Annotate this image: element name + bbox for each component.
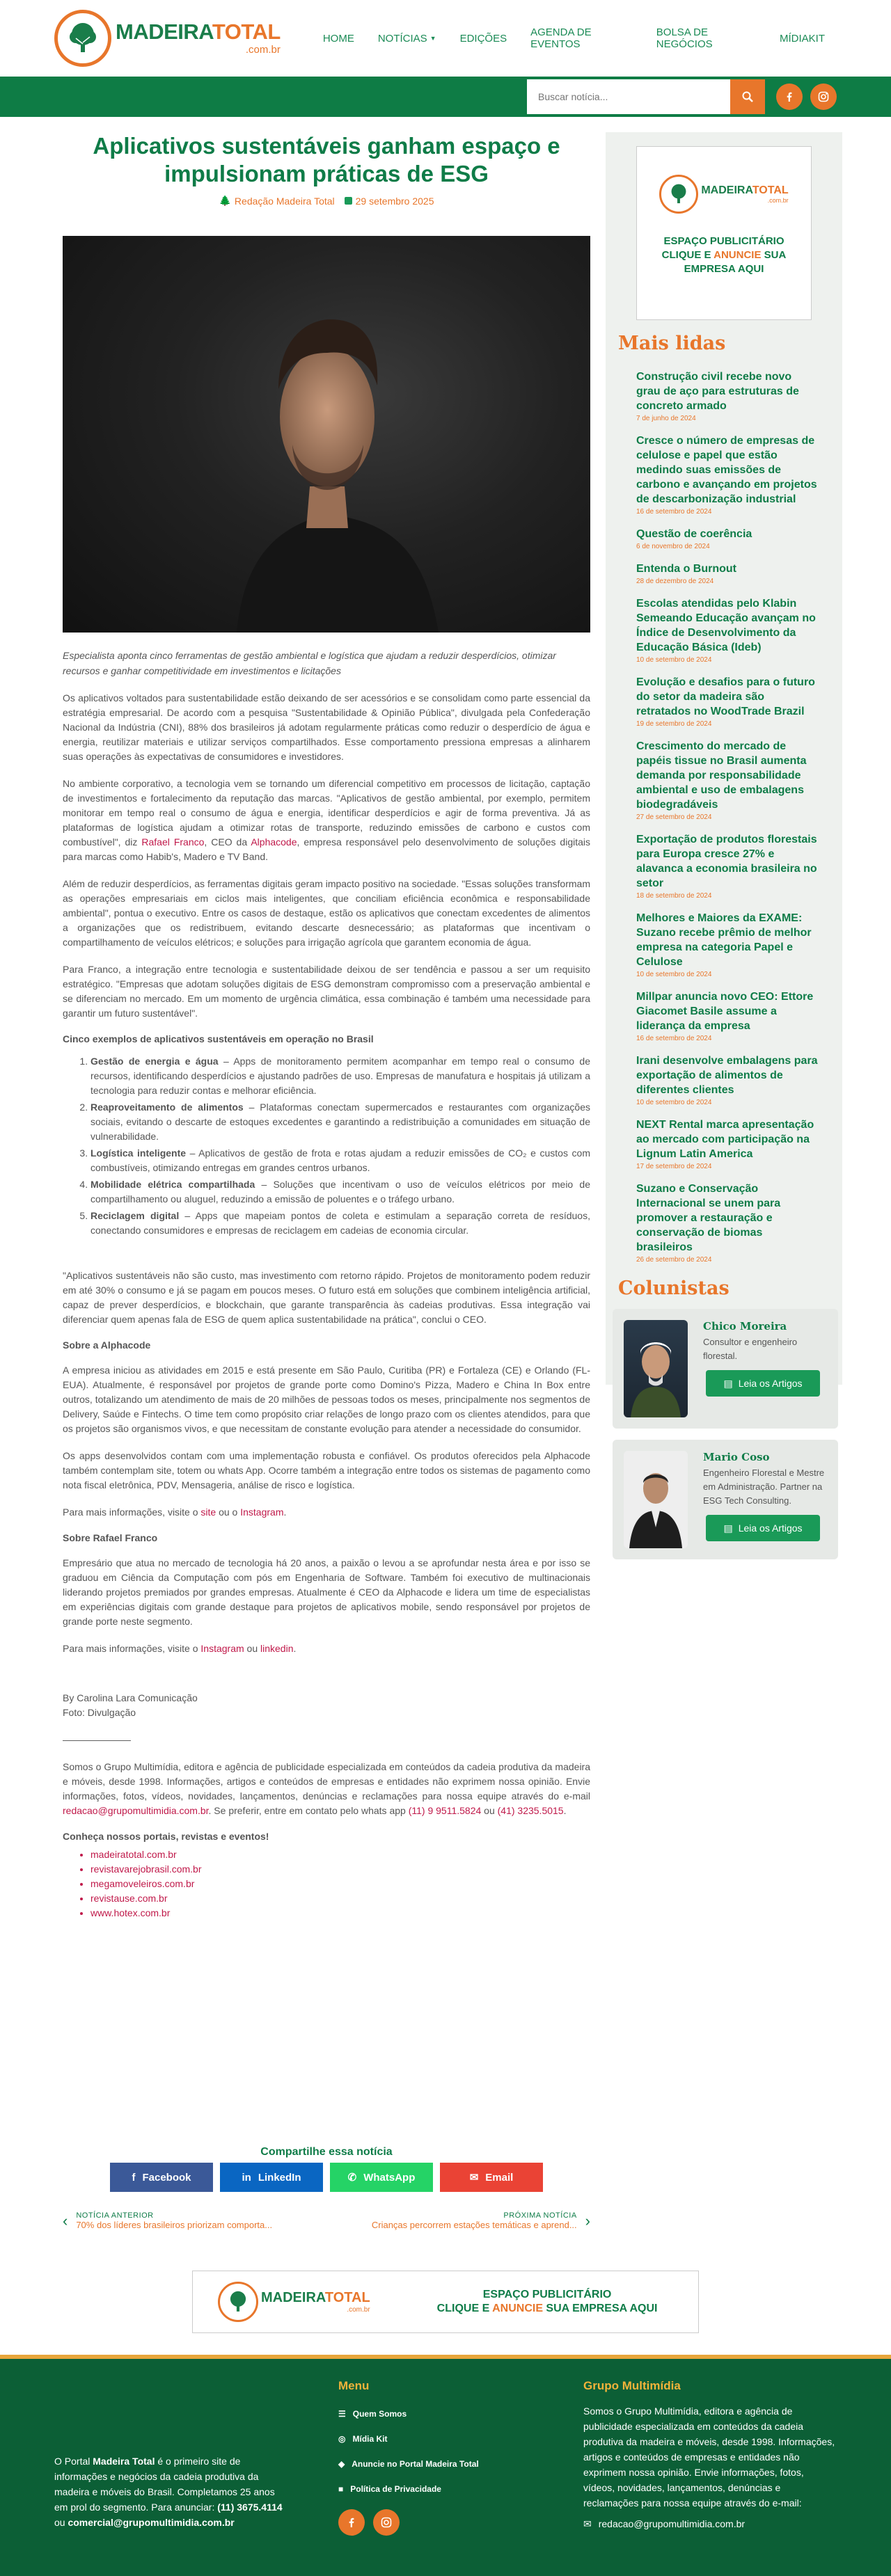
footer-grupo (583, 2378, 837, 2531)
nav-midiakit[interactable]: MÍDIAKIT (779, 32, 825, 45)
whatsapp-icon: ✆ (347, 2172, 357, 2184)
prev-title: 70% dos líderes brasileiros priorizam comporta... (76, 2220, 273, 2230)
article-date: 29 setembro 2025 (355, 195, 434, 207)
text: , empresa responsável pelo desenvolvimento de soluções digitais para marcas como Habib's, Madero e TV Band. (63, 836, 591, 862)
item-title: Suzano e Conservação Internacional se unem para promover a restauração e conservação de biomas brasileiros (636, 1183, 781, 1253)
section-heading: Sobre Rafael Franco (63, 1532, 158, 1543)
ad-logo-main: MADEIRA (701, 184, 752, 196)
text: ou (244, 1643, 261, 1654)
footer-grupo-heading: Grupo Multimídia (583, 2379, 681, 2392)
portal-link[interactable]: • revistavarejobrasil.com.br (90, 1862, 590, 1877)
mais-lidas-item[interactable] (636, 1118, 819, 1170)
item-name: Logística inteligente (90, 1147, 187, 1159)
paragraph: Os apps desenvolvidos contam com uma implementação robusta e confiável. Os produtos oferecidos pela Alphacode também contemplam site, totem ou whats App. Ocorre também a integração entre todos os sistemas de pagamento como nota fiscal eletrônica, PDV, Mensageria, análise de risco e logística. (63, 1450, 590, 1490)
button-label: Leia os Artigos (738, 1378, 803, 1389)
text: Somos o Grupo Multimídia, editora e agência de publicidade especializada em conteúdos da cadeia produtiva da madeira e móveis, desde 1998. Informações, artigos e conteúdos de empresas e entidades não exprimem nossa opinião. Envie informações, fotos, vídeos, novidades, lançamentos, denúncias e reclamações para nossa equipe através do e-mail (63, 1761, 590, 1802)
portal-link[interactable]: • revistause.com.br (90, 1891, 590, 1906)
paragraph (63, 1641, 590, 1656)
share-label: WhatsApp (363, 2171, 416, 2184)
paragraph: Para Franco, a integração entre tecnologia e sustentabilidade deixou de ser tendência e passou a ser um requisito estratégico. "Empresas que adotam soluções digitais de ESG demonstram compromisso com a preservação ambiental e se diferenciam no mercado. Em um momento de urgência climática, essa combinação é também uma necessidade para garantir um futuro sustentável". (63, 964, 590, 1019)
footer-grupo-email[interactable] (583, 2516, 837, 2531)
ad-line1: ESPAÇO PUBLICITÁRIO (663, 235, 784, 247)
item-text: – Soluções que incentivam o uso de veículos elétricos por meio de compartilhamento ou aluguel, reduzindo a emissão de poluentes e o tráfego urbano. (90, 1179, 590, 1204)
paragraph (63, 777, 590, 864)
prev-post-link[interactable] (63, 2211, 272, 2230)
link-instagram[interactable]: Instagram (240, 1506, 284, 1518)
search-button[interactable] (730, 79, 765, 114)
text: Para mais informações, visite o (63, 1506, 201, 1518)
site-footer (0, 2355, 891, 2576)
list-item (90, 1177, 590, 1207)
colunistas-heading: Colunistas (618, 1278, 730, 1299)
text: ou (481, 1805, 498, 1816)
site-header (0, 0, 891, 77)
read-articles-button[interactable] (706, 1370, 820, 1397)
nav-bolsa[interactable]: BOLSA DE NEGÓCIOS (656, 26, 713, 50)
link-label: Política de Privacidade (350, 2484, 441, 2494)
list-item (90, 1100, 590, 1144)
post-navigation (63, 2211, 590, 2230)
item-title: Exportação de produtos florestais para Europa cresce 27% e alavanca a economia brasileira no setor (636, 834, 817, 889)
mais-lidas-item[interactable] (636, 989, 819, 1042)
ad-logo-accent: TOTAL (324, 2290, 370, 2305)
footer-link-privacidade[interactable] (338, 2481, 519, 2497)
section-heading: Sobre a Alphacode (63, 1339, 151, 1351)
facebook-icon[interactable] (776, 84, 803, 110)
chevron-left-icon: ‹ (63, 2211, 68, 2229)
section-heading: Cinco exemplos de aplicativos sustentáveis em operação no Brasil (63, 1033, 374, 1044)
list-icon: ☰ (338, 2409, 346, 2419)
item-title: NEXT Rental marca apresentação ao mercado com participação na Lignum Latin America (636, 1119, 814, 1160)
ad-logo (659, 175, 788, 214)
share-linkedin-button[interactable] (220, 2163, 323, 2192)
article-author[interactable]: Redação Madeira Total (234, 195, 335, 207)
paragraph: "Aplicativos sustentáveis não são custo, mas investimento com retorno rápido. Projetos de monitoramento podem reduzir em até 30% o consumo e já se pagam em poucos meses. O futuro está em soluções que combinem inteligência artificial, capaz de prever desperdícios, e blockchain, que garante transparência às cadeias produtivas. Essa integração vai diferenciar quem apenas fala de ESG de quem aplica sustentabilidade na prática", conclui o CEO. (63, 1270, 590, 1325)
mais-lidas-item[interactable] (636, 562, 819, 585)
paragraph: Empresário que atua no mercado de tecnologia há 20 anos, a paixão o levou a se aprofundar nesta área e por isso se graduou em Ciência da Computação com pós em Engenharia de Software. Também foi executivo de multinacionais liderando projetos premiados por grandes empresas. Atualmente é CEO da Alphacode e lidera um time de especialistas em experiências digitais com grande destaque para projetos de aplicativos mobile, sendo responsável por projetos de grande porte neste segmento. (63, 1557, 590, 1627)
portals-list (63, 1847, 590, 1921)
paragraph (63, 1505, 590, 1520)
item-date: 16 de setembro de 2024 (636, 508, 712, 516)
columnist-photo (624, 1451, 688, 1548)
email-icon: ✉ (469, 2172, 479, 2184)
mais-lidas-item[interactable] (636, 911, 819, 978)
footer-about (54, 2454, 284, 2530)
link-linkedin[interactable]: linkedin (260, 1643, 294, 1654)
portrait-photo (63, 236, 590, 633)
item-title: Construção civil recebe novo grau de aço para estruturas de concreto armado (636, 371, 799, 412)
link-label: Quem Somos (352, 2409, 407, 2419)
nav-noticias[interactable] (366, 26, 448, 50)
link-label: Mídia Kit (352, 2434, 388, 2444)
mais-lidas-item[interactable] (636, 1054, 819, 1106)
envelope-icon: ✉ (583, 2518, 592, 2529)
email-label: redacao@grupomultimidia.com.br (598, 2518, 746, 2529)
article (63, 132, 590, 1921)
book-icon: ▤ (723, 1377, 733, 1389)
ad-line2b: ANUNCIE (492, 2303, 543, 2314)
text: . Se preferir, entre em contato pelo whats app (208, 1805, 409, 1816)
tree-logo-icon (54, 10, 111, 67)
footer-link-midia-kit[interactable] (338, 2431, 519, 2447)
link-site[interactable]: site (200, 1506, 216, 1518)
main-nav (311, 26, 837, 50)
megaphone-icon: ◆ (338, 2459, 345, 2469)
item-title: Entenda o Burnout (636, 563, 736, 575)
logo-domain-text: .com.br (245, 44, 281, 56)
examples-list (63, 1054, 590, 1238)
columnist-desc: Engenheiro Florestal e Mestre em Administração. Partner na ESG Tech Consulting. (703, 1468, 825, 1506)
ad-line1: ESPAÇO PUBLICITÁRIO (482, 2289, 612, 2300)
mais-lidas-item[interactable] (636, 369, 819, 422)
text: Para mais informações, visite o (63, 1643, 201, 1654)
text: . (563, 1805, 567, 1816)
globe-icon: ◎ (338, 2434, 346, 2444)
portal-link[interactable]: • www.hotex.com.br (90, 1906, 590, 1921)
paragraph: Além de reduzir desperdícios, as ferramentas digitais geram impacto positivo na sociedade. "Essas soluções transformam as operações empresariais em ciclos mais inteligentes, que conciliam eficiência econômica e responsabilidade ambiental", pontua o executivo. Entre os casos de destaque, estão os aplicativos que conectam excedentes de alimentos a organizações que os redistribuem, evitando descarte desnecessário; as plataformas que incentivam o compartilhamento de veículos elétricos; e soluções para irrigação agrícola que garantem economia de água. (63, 878, 590, 948)
text: é o primeiro site de informações e negócios da cadeia produtiva da madeira e móveis do Brasil. Completamos 25 anos em prol do segmento. Para anunciar: (54, 2456, 275, 2513)
item-date: 27 de setembro de 2024 (636, 813, 712, 821)
facebook-icon[interactable] (338, 2509, 365, 2536)
nav-home[interactable]: HOME (322, 32, 354, 45)
chevron-right-icon: › (585, 2211, 590, 2229)
mais-lidas-item[interactable] (636, 527, 819, 550)
facebook-icon: f (132, 2171, 136, 2184)
item-date: 18 de setembro de 2024 (636, 892, 712, 900)
prev-label: NOTÍCIA ANTERIOR (76, 2211, 154, 2220)
mais-lidas-item[interactable] (636, 832, 819, 900)
site-logo[interactable] (54, 10, 281, 67)
item-date: 10 de setembro de 2024 (636, 1099, 712, 1106)
portal-link[interactable]: • madeiratotal.com.br (90, 1847, 590, 1862)
item-title: Millpar anuncia novo CEO: Ettore Giacomet Basile assume a liderança da empresa (636, 991, 814, 1032)
item-title: Escolas atendidas pelo Klabin Semeando Educação avançam no Índice de Desenvolvimento da Educação Básica (Ideb) (636, 598, 816, 653)
bottom-ad-banner[interactable] (192, 2271, 699, 2333)
footer-link-anuncie[interactable] (338, 2456, 519, 2472)
paragraph: A empresa iniciou as atividades em 2015 e está presente em São Paulo, Curitiba (PR) e Fortaleza (CE) e Orlando (FL-EUA). Atualmente, é responsável por projetos de grande porte como Domino's Pizza, Madero e China In Box entre outros, totalizando um atendimento de mais de 20 milhões de pessoas todos os meses, principalmente nos segmentos de Delivery, Saúde e Fintechs. O time tem como propósito criar relações de longo prazo com os clientes atendidos, para que os projetos são organismos vivos, e que necessitam de constante evolução para atender a necessidade do consumidor. (63, 1365, 590, 1434)
text: No ambiente corporativo, a tecnologia vem se tornando um diferencial competitivo em processos de licitação, captação de investimentos e fortalecimento da reputação das marcas. "Aplicativos de gestão ambiental, por exemplo, permitem monitorar em tempo real o consumo de água e energia, identificar desperdícios e agir de forma preventiva. Já as plataformas de logística ajudam a otimizar rotas de transporte, reduzindo emissões de carbono e custos com combustível", diz (63, 778, 590, 848)
item-date: 19 de setembro de 2024 (636, 720, 712, 728)
link-label: Anuncie no Portal Madeira Total (352, 2459, 479, 2469)
ad-logo-domain: .com.br (767, 197, 789, 204)
ad-line2a: CLIQUE E (661, 249, 714, 261)
list-item (90, 1146, 590, 1175)
tree-logo-icon (659, 175, 698, 214)
item-name: Mobilidade elétrica compartilhada (90, 1179, 255, 1190)
item-date: 26 de setembro de 2024 (636, 1256, 712, 1264)
item-date: 7 de junho de 2024 (636, 415, 696, 422)
item-text: – Apps que mapeiam pontos de coleta e estimulam a separação correta de resíduos, conectando consumidores e empresas de reciclagem em cadeias de economia circular. (90, 1210, 590, 1236)
search-bar (0, 77, 891, 117)
book-icon: ▤ (723, 1522, 733, 1534)
mais-lidas-heading: Mais lidas (618, 333, 726, 354)
columnist-desc: Consultor e engenheiro florestal. (703, 1337, 798, 1361)
columnist-card (613, 1440, 838, 1559)
section-heading: Conheça nossos portais, revistas e eventos! (63, 1831, 269, 1842)
sidebar-ad-banner[interactable] (636, 146, 812, 320)
ad-line2a: CLIQUE E (436, 2303, 493, 2314)
text: . (293, 1643, 297, 1654)
item-date: 10 de setembro de 2024 (636, 656, 712, 664)
item-text: – Aplicativos de gestão de frota e rotas ajudam a reduzir emissões de CO₂ e custos com combustíveis, otimizando entregas em grandes centros urbanos. (90, 1147, 590, 1173)
credit (63, 1691, 590, 1720)
ad-logo-main: MADEIRA (261, 2290, 325, 2305)
footer-link-quem-somos[interactable] (338, 2406, 519, 2422)
email-link[interactable]: redacao@grupomultimidia.com.br (63, 1805, 209, 1816)
article-title: Aplicativos sustentáveis ganham espaço e impulsionam práticas de ESG (93, 133, 560, 186)
footer-phone[interactable]: (11) 3675.4114 (217, 2502, 283, 2513)
ad-line2c: SUA (761, 249, 787, 261)
item-date: 10 de setembro de 2024 (636, 971, 712, 978)
paragraph (63, 1760, 590, 1818)
item-title: Evolução e desafios para o futuro do setor da madeira são retratados no WoodTrade Brazil (636, 676, 815, 717)
mais-lidas-list (606, 369, 842, 1264)
nav-agenda[interactable]: AGENDA DE EVENTOS (530, 26, 592, 50)
calendar-icon (345, 197, 352, 205)
separator: ——————— (63, 1734, 131, 1745)
item-title: Cresce o número de empresas de celulose e papel que estão medindo suas emissões de carbono e avançando em projetos de descarbonização industrial (636, 435, 817, 505)
credit-author: By Carolina Lara Comunicação (63, 1692, 198, 1703)
item-name: Reciclagem digital (90, 1210, 180, 1221)
mais-lidas-item[interactable] (636, 596, 819, 664)
item-date: 17 de setembro de 2024 (636, 1163, 712, 1170)
ad-logo (218, 2282, 370, 2322)
share-whatsapp-button[interactable] (330, 2163, 433, 2192)
article-body (63, 691, 590, 1921)
item-title: Irani desenvolve embalagens para exportação de alimentos de diferentes clientes (636, 1055, 818, 1096)
item-date: 28 de dezembro de 2024 (636, 578, 714, 585)
text: O Portal (54, 2456, 93, 2467)
mais-lidas-item[interactable] (636, 1182, 819, 1264)
share-facebook-button[interactable] (110, 2163, 213, 2192)
share-title: Compartilhe essa notícia (260, 2146, 393, 2158)
image-caption: Especialista aponta cinco ferramentas de gestão ambiental e logística que ajudam a reduzir desperdícios, otimizar recursos e ganhar competitividade em investimentos e licitações (63, 650, 556, 676)
bottom-ad-text (437, 2288, 658, 2316)
tree-logo-icon (218, 2282, 258, 2322)
share-label: Facebook (142, 2171, 191, 2184)
mais-lidas-item[interactable] (636, 675, 819, 728)
item-title: Melhores e Maiores da EXAME: Suzano recebe prêmio de melhor empresa na categoria Papel e Celulose (636, 912, 812, 968)
linkedin-icon: in (242, 2171, 251, 2184)
text: . (283, 1506, 287, 1518)
instagram-icon[interactable] (810, 84, 837, 110)
item-text: – Apps de monitoramento permitem acompanhar em tempo real o consumo de recursos, identificando desperdícios e ajustando padrões de uso. Empresas de manufatura e hospitais já utilizam a tecnologia para reduzir contas e melhorar eficiência. (90, 1056, 591, 1096)
share-email-button[interactable] (440, 2163, 543, 2192)
sidebar (606, 132, 842, 1534)
portal-link[interactable]: • megamoveleiros.com.br (90, 1877, 590, 1891)
phone-link[interactable]: (41) 3235.5015 (497, 1805, 564, 1816)
columnist-name[interactable]: Mario Coso (703, 1451, 770, 1463)
footer-grupo-text: Somos o Grupo Multimídia, editora e agência de publicidade especializada em conteúdos da cadeia produtiva da madeira e móveis, desde 1998. Informações, artigos e conteúdos de empresas e entidades não exprimem nossa opinião. Envie informações, fotos, vídeos, novidades, lançamentos, denúncias e reclamações para nossa equipe através do e-mail: (583, 2406, 835, 2509)
item-title: Questão de coerência (636, 528, 752, 540)
share-label: Email (485, 2171, 514, 2184)
nav-edicoes[interactable]: EDIÇÕES (459, 32, 507, 45)
link-instagram[interactable]: Instagram (200, 1643, 244, 1654)
credit-photo: Foto: Divulgação (63, 1707, 136, 1718)
link-alphacode[interactable]: Alphacode (251, 836, 297, 848)
footer-email[interactable]: comercial@grupomultimidia.com.br (68, 2517, 235, 2528)
text: , CEO da (204, 836, 251, 848)
item-name: Reaproveitamento de alimentos (90, 1102, 244, 1113)
paragraph: Os aplicativos voltados para sustentabilidade estão deixando de ser acessórios e se consolidam como parte essencial da estratégia empresarial. De acordo com a pesquisa "Sustentabilidade & Opinião Pública", divulgada pela Confederação Nacional da Indústria (CNI), 88% dos brasileiros já adotam regularmente práticas como reduzir o desperdício de água e energia, reutilizar materiais e utilizar serviços compartilhados. Esse comportamento pressiona empresas a alinharem suas operações às expectativas de consumidores e investidores. (63, 692, 590, 762)
next-label: PRÓXIMA NOTÍCIA (503, 2211, 577, 2220)
search-input[interactable] (527, 79, 730, 114)
tree-icon: 🌲 (219, 195, 231, 206)
logo-main-text: MADEIRA (116, 19, 212, 44)
text: ou o (216, 1506, 241, 1518)
ad-line2c: SUA EMPRESA AQUI (542, 2303, 658, 2314)
lock-icon: ■ (338, 2484, 344, 2494)
mais-lidas-item[interactable] (636, 739, 819, 821)
share-section (63, 2146, 590, 2230)
columnist-name[interactable]: Chico Moreira (703, 1320, 787, 1333)
list-item (90, 1054, 590, 1098)
caret-down-icon: ▼ (429, 35, 436, 42)
item-name: Gestão de energia e água (90, 1056, 219, 1067)
article-hero-image (63, 236, 590, 633)
footer-menu-heading: Menu (338, 2379, 370, 2392)
ad-logo-domain: .com.br (347, 2306, 370, 2314)
footer-brand: Madeira Total (93, 2456, 155, 2467)
next-title: Crianças percorrem estações temáticas e aprend... (371, 2220, 577, 2230)
search-form (527, 79, 765, 114)
columnist-card (613, 1309, 838, 1429)
link-rafael-franco[interactable]: Rafael Franco (141, 836, 205, 848)
ad-line3: EMPRESA AQUI (684, 263, 764, 275)
phone-link[interactable]: (11) 9 9511.5824 (408, 1805, 482, 1816)
columnist-photo (624, 1320, 688, 1417)
read-articles-button[interactable] (706, 1515, 820, 1541)
item-title: Crescimento do mercado de papéis tissue no Brasil aumenta demanda por responsabilidade ambiental e uso de embalagens biodegradáveis (636, 740, 807, 811)
logo-accent-text: TOTAL (212, 19, 281, 44)
footer-menu (338, 2378, 519, 2536)
item-date: 6 de novembro de 2024 (636, 543, 710, 550)
mais-lidas-item[interactable] (636, 434, 819, 516)
search-icon (742, 91, 753, 102)
text: ou (54, 2517, 68, 2528)
article-meta (63, 195, 590, 207)
button-label: Leia os Artigos (738, 1522, 803, 1534)
nav-noticias-label: NOTÍCIAS (377, 32, 427, 45)
instagram-icon[interactable] (373, 2509, 400, 2536)
item-text: – Plataformas conectam supermercados e restaurantes com organizações sociais, evitando o descarte de estoques excedentes e garantindo a redistribuição a comunidades em situação de vulnerabilidade. (90, 1102, 590, 1142)
ad-logo-accent: TOTAL (752, 184, 789, 196)
share-label: LinkedIn (258, 2171, 301, 2184)
next-post-link[interactable] (372, 2211, 590, 2230)
item-date: 16 de setembro de 2024 (636, 1035, 712, 1042)
ad-line2b: ANUNCIE (713, 249, 762, 261)
list-item (90, 1209, 590, 1238)
